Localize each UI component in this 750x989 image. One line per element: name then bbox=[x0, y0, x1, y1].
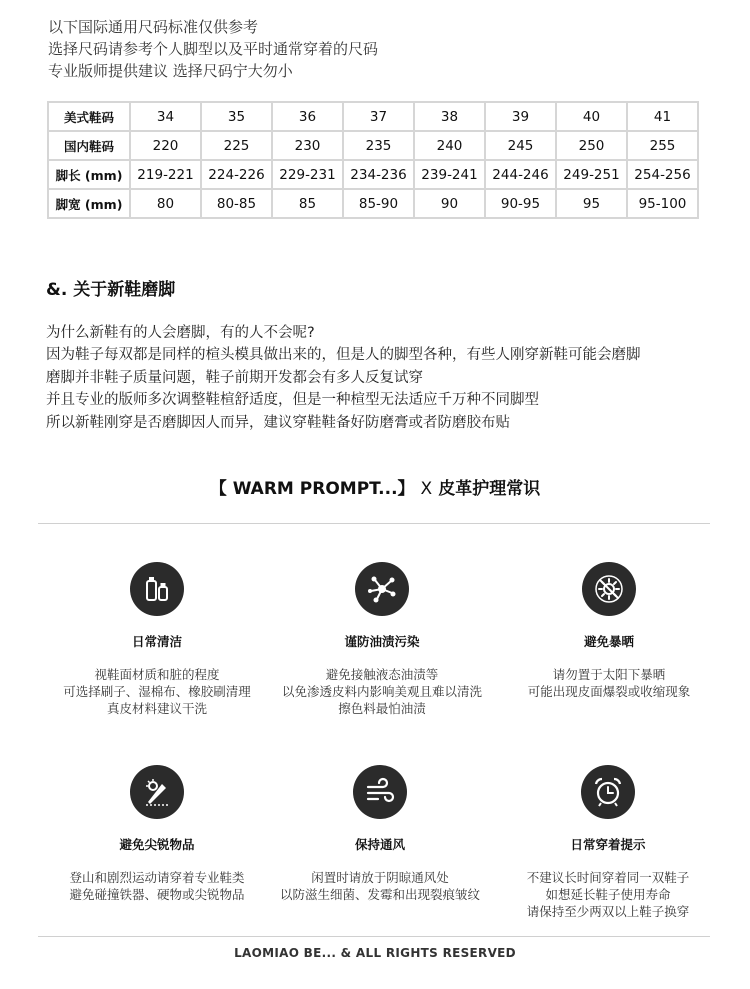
care-desc bbox=[57, 666, 257, 717]
table-cell: 219-221 bbox=[130, 160, 201, 189]
table-cell: 90 bbox=[414, 189, 485, 218]
paragraph-line: 并且专业的版师多次调整鞋楦舒适度，但是一种楦型无法适应千万种不同脚型 bbox=[46, 392, 539, 409]
table-cell: 95-100 bbox=[627, 189, 698, 218]
prompt-left: 【 WARM PROMPT...】 bbox=[209, 479, 415, 499]
divider bbox=[38, 936, 710, 937]
table-row bbox=[48, 131, 698, 160]
care-line: 请保持至少两双以上鞋子换穿 bbox=[526, 904, 690, 919]
care-desc bbox=[509, 666, 709, 700]
table-cell: 254-256 bbox=[627, 160, 698, 189]
care-line: 如想延长鞋子使用寿命 bbox=[545, 887, 671, 902]
paragraph-line: 磨脚并非鞋子质量问题，鞋子前期开发都会有多人反复试穿 bbox=[46, 369, 423, 386]
table-row bbox=[48, 102, 698, 131]
care-line: 可选择刷子、湿棉布、橡胶刷清理 bbox=[63, 684, 251, 699]
care-title: 保持通风 bbox=[354, 837, 405, 852]
footer-copyright: LAOMIAO BE... & ALL RIGHTS RESERVED bbox=[234, 946, 516, 960]
table-cell: 224-226 bbox=[201, 160, 272, 189]
row-header: 脚长 (mm) bbox=[48, 160, 130, 189]
care-item-wearing-tips bbox=[508, 765, 708, 920]
row-header: 国内鞋码 bbox=[48, 131, 130, 160]
cleaning-bottles-icon bbox=[130, 562, 184, 616]
care-title: 避免暴晒 bbox=[583, 634, 634, 649]
paragraph bbox=[46, 322, 641, 434]
table-cell: 34 bbox=[130, 102, 201, 131]
table-cell: 39 bbox=[485, 102, 556, 131]
oil-splash-icon bbox=[355, 562, 409, 616]
table-cell: 35 bbox=[201, 102, 272, 131]
table-cell: 85 bbox=[272, 189, 343, 218]
care-line: 请勿置于太阳下暴晒 bbox=[552, 667, 666, 682]
table-cell: 80-85 bbox=[201, 189, 272, 218]
care-line: 登山和剧烈运动请穿着专业鞋类 bbox=[69, 870, 245, 885]
table-cell: 80 bbox=[130, 189, 201, 218]
table-row bbox=[48, 189, 698, 218]
care-desc bbox=[57, 869, 257, 903]
paragraph-line: 为什么新鞋有的人会磨脚，有的人不会呢? bbox=[46, 325, 315, 341]
paragraph-line: 所以新鞋刚穿是否磨脚因人而异，建议穿鞋鞋备好防磨膏或者防磨胶布贴 bbox=[46, 414, 510, 431]
care-line: 可能出现皮面爆裂或收缩现象 bbox=[527, 684, 691, 699]
table-cell: 249-251 bbox=[556, 160, 627, 189]
intro-line: 选择尺码请参考个人脚型以及平时通常穿着的尺码 bbox=[48, 40, 379, 58]
care-line: 真皮材料建议干洗 bbox=[106, 701, 207, 716]
table-cell: 90-95 bbox=[485, 189, 556, 218]
care-title: 日常清洁 bbox=[131, 634, 182, 649]
table-cell: 240 bbox=[414, 131, 485, 160]
care-line: 闲置时请放于阴晾通风处 bbox=[311, 870, 449, 885]
care-line: 擦色料最怕油渍 bbox=[338, 701, 426, 716]
table-cell: 36 bbox=[272, 102, 343, 131]
paragraph-line: 因为鞋子每双都是同样的楦头模具做出来的，但是人的脚型各种，有些人刚穿新鞋可能会磨脚 bbox=[46, 347, 641, 364]
care-desc bbox=[282, 666, 482, 717]
intro-line: 专业版师提供建议 选择尺码宁大勿小 bbox=[48, 62, 293, 80]
care-title: 谨防油渍污染 bbox=[344, 634, 420, 649]
care-title: 避免尖锐物品 bbox=[119, 837, 195, 852]
table-cell: 40 bbox=[556, 102, 627, 131]
table-cell: 229-231 bbox=[272, 160, 343, 189]
alarm-clock-icon bbox=[581, 765, 635, 819]
table-cell: 37 bbox=[343, 102, 414, 131]
table-cell: 230 bbox=[272, 131, 343, 160]
care-line: 避免接触液态油渍等 bbox=[325, 667, 439, 682]
divider bbox=[38, 523, 710, 524]
care-item-ventilation bbox=[280, 765, 480, 903]
care-title: 日常穿着提示 bbox=[570, 837, 646, 852]
sharp-object-icon bbox=[130, 765, 184, 819]
table-cell: 38 bbox=[414, 102, 485, 131]
prompt-separator: X bbox=[420, 479, 433, 499]
wind-icon bbox=[353, 765, 407, 819]
row-header: 美式鞋码 bbox=[48, 102, 130, 131]
table-cell: 255 bbox=[627, 131, 698, 160]
care-line: 不建议长时间穿着同一双鞋子 bbox=[526, 870, 690, 885]
table-cell: 235 bbox=[343, 131, 414, 160]
table-cell: 239-241 bbox=[414, 160, 485, 189]
care-item-sun bbox=[509, 562, 709, 700]
care-line: 避免碰撞铁器、硬物或尖锐物品 bbox=[69, 887, 245, 902]
table-cell: 220 bbox=[130, 131, 201, 160]
table-row bbox=[48, 160, 698, 189]
size-table bbox=[47, 101, 699, 219]
table-cell: 95 bbox=[556, 189, 627, 218]
table-cell: 245 bbox=[485, 131, 556, 160]
table-cell: 41 bbox=[627, 102, 698, 131]
care-item-sharp bbox=[57, 765, 257, 903]
care-desc bbox=[280, 869, 480, 903]
warm-prompt-heading bbox=[0, 474, 750, 499]
row-header: 脚宽 (mm) bbox=[48, 189, 130, 218]
table-cell: 85-90 bbox=[343, 189, 414, 218]
care-line: 以免渗透皮料内影响美观且难以清洗 bbox=[282, 684, 483, 699]
table-cell: 225 bbox=[201, 131, 272, 160]
sun-icon bbox=[582, 562, 636, 616]
care-item-oil bbox=[282, 562, 482, 717]
care-line: 以防滋生细菌、发霉和出现裂痕皱纹 bbox=[280, 887, 481, 902]
care-item-cleaning bbox=[57, 562, 257, 717]
table-cell: 234-236 bbox=[343, 160, 414, 189]
care-line: 视鞋面材质和脏的程度 bbox=[94, 667, 220, 682]
intro-line: 以下国际通用尺码标准仅供参考 bbox=[48, 18, 259, 36]
table-cell: 250 bbox=[556, 131, 627, 160]
care-desc bbox=[508, 869, 708, 920]
prompt-right: 皮革护理常识 bbox=[438, 479, 541, 499]
intro-text bbox=[48, 16, 378, 82]
table-cell: 244-246 bbox=[485, 160, 556, 189]
section-title: &. 关于新鞋磨脚 bbox=[46, 280, 176, 300]
